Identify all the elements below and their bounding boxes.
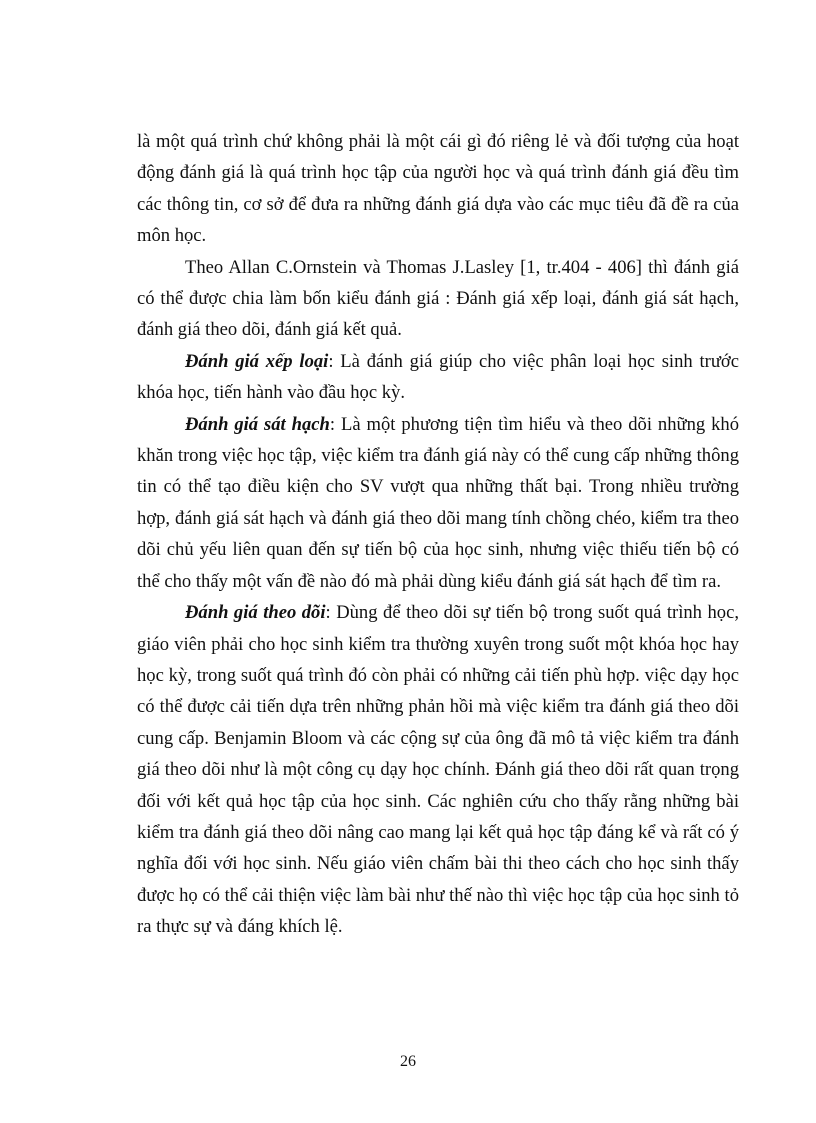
paragraph-text: : Là một phương tiện tìm hiểu và theo dõi những khó khăn trong việc học tập, việc kiểm tra đánh giá này có thể cung cấp những thông tin có thể tạo điều kiện cho SV vượt qua những thất bại. Trong nhiều trường hợp, đánh giá sát hạch và đánh giá theo dõi mang tính chồng chéo, kiểm tra theo dõi chủ yếu liên quan đến sự tiến bộ của học sinh, nhưng việc thiếu tiến bộ có thể cho thấy một vấn đề nào đó mà phải dùng kiểu đánh giá sát hạch để tìm ra. bbox=[137, 413, 739, 592]
paragraph-text: là một quá trình chứ không phải là một cái gì đó riêng lẻ và đối tượng của hoạt động đánh giá là quá trình học tập của người học và quá trình đánh giá đều tìm các thông tin, cơ sở để đưa ra những đánh giá dựa vào các mục tiêu đã đề ra của môn học. bbox=[137, 131, 739, 247]
term-heading: Đánh giá theo dõi bbox=[185, 602, 326, 624]
paragraph-continuation bbox=[137, 126, 739, 252]
paragraph-placement-assessment bbox=[137, 346, 739, 409]
paragraph-assessment-types bbox=[137, 252, 739, 346]
paragraph-text: : Dùng để theo dõi sự tiến bộ trong suốt quá trình học, giáo viên phải cho học sinh kiểm tra thường xuyên trong suốt một khóa học hay học kỳ, trong suốt quá trình đó còn phải có những cải tiến phù hợp. việc dạy học có thể được cải tiến dựa trên những phản hồi mà việc kiểm tra đánh giá theo dõi cung cấp. Benjamin Bloom và các cộng sự của ông đã mô tả việc kiểm tra đánh giá theo dõi như là một công cụ dạy học chính. Đánh giá theo dõi rất quan trọng đối với kết quả học tập của học sinh. Các nghiên cứu cho thấy rằng những bài kiểm tra đánh giá theo dõi nâng cao mang lại kết quả học tập đáng kể và rất có ý nghĩa đối với học sinh. Nếu giáo viên chấm bài thi theo cách cho học sinh thấy được họ có thể cải thiện việc làm bài như thế nào thì việc học tập của học sinh tỏ ra thực sự và đáng khích lệ. bbox=[137, 602, 739, 938]
document-body bbox=[137, 126, 739, 943]
term-heading: Đánh giá sát hạch bbox=[185, 413, 330, 435]
paragraph-formative-assessment bbox=[137, 597, 739, 942]
paragraph-text: Theo Allan C.Ornstein và Thomas J.Lasley [1, tr.404 - 406] thì đánh giá có thể được chia làm bốn kiểu đánh giá : Đánh giá xếp loại, đánh giá sát hạch, đánh giá theo dõi, đánh giá kết quả. bbox=[137, 256, 739, 341]
paragraph-diagnostic-assessment bbox=[137, 409, 739, 597]
page-number: 26 bbox=[400, 1053, 416, 1070]
term-heading: Đánh giá xếp loại bbox=[185, 350, 329, 372]
paragraph-text: : Là đánh giá giúp cho việc phân loại học sinh trước khóa học, tiến hành vào đầu học kỳ. bbox=[137, 350, 740, 404]
